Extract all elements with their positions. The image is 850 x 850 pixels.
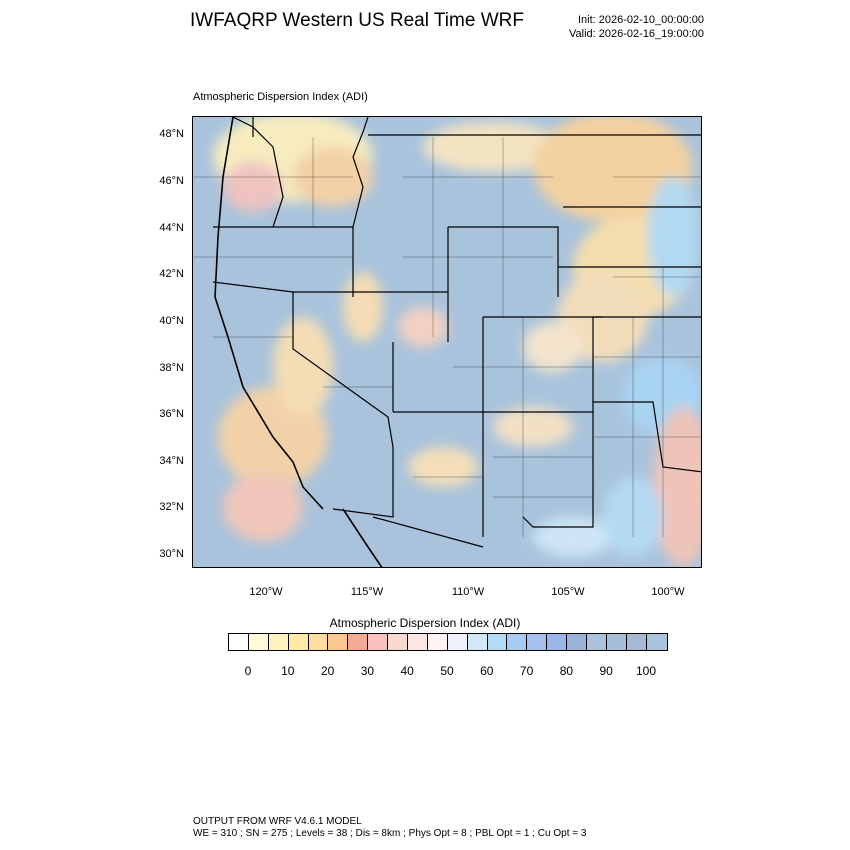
model-settings: WE = 310 ; SN = 275 ; Levels = 38 ; Dis = 8km ; Phys Opt = 8 ; PBL Opt = 1 ; Cu Opt = 3 (193, 828, 587, 839)
lat-label-36: 36°N (159, 408, 184, 420)
colorbar-box (408, 634, 428, 650)
colorbar-box (388, 634, 408, 650)
colorbar-tick-label: 70 (519, 664, 534, 678)
colorbar-box (229, 634, 249, 650)
colorbar-box (348, 634, 368, 650)
plot-subtitle: Atmospheric Dispersion Index (ADI) (193, 91, 368, 103)
lon-label-120: 120°W (249, 586, 283, 598)
init-time: Init: 2026-02-10_00:00:00 (578, 14, 704, 26)
colorbar-box (627, 634, 647, 650)
colorbar-title: Atmospheric Dispersion Index (ADI) (329, 616, 521, 630)
colorbar-tick-label: 30 (360, 664, 375, 678)
plot-title: IWFAQRP Western US Real Time WRF (190, 10, 524, 31)
lat-label-32: 32°N (159, 501, 184, 513)
colorbar-tick-label: 50 (440, 664, 454, 678)
colorbar-box (607, 634, 627, 650)
colorbar-tick-label: 100 (635, 664, 657, 678)
colorbar-box (488, 634, 508, 650)
colorbar-tick-label: 0 (244, 664, 252, 678)
colorbar-box (587, 634, 607, 650)
colorbar-box (269, 634, 289, 650)
colorbar-box (567, 634, 587, 650)
colorbar-box (289, 634, 309, 650)
colorbar-box (647, 634, 667, 650)
lat-label-46: 46°N (159, 175, 184, 187)
lon-label-105: 105°W (551, 586, 585, 598)
colorbar-box (507, 634, 527, 650)
colorbar-box (249, 634, 269, 650)
colorbar-tick-label: 60 (480, 664, 494, 678)
colorbar-tick-label: 20 (320, 664, 335, 678)
colorbar-tick-label: 40 (400, 664, 414, 678)
colorbar-box (527, 634, 547, 650)
adi-field-map (193, 117, 702, 568)
colorbar-box (368, 634, 388, 650)
lat-label-38: 38°N (159, 362, 184, 374)
model-info: OUTPUT FROM WRF V4.6.1 MODEL (193, 816, 362, 827)
colorbar (228, 633, 668, 651)
colorbar-box (309, 634, 329, 650)
valid-time: Valid: 2026-02-16_19:00:00 (569, 28, 704, 40)
lon-label-110: 110°W (451, 586, 485, 598)
colorbar-box (448, 634, 468, 650)
lat-label-48: 48°N (159, 128, 184, 140)
map-panel (192, 116, 702, 568)
lat-label-34: 34°N (159, 455, 184, 467)
lat-label-44: 44°N (159, 222, 184, 234)
colorbar-box (547, 634, 567, 650)
colorbar-box (468, 634, 488, 650)
colorbar-box (428, 634, 448, 650)
lon-label-100: 100°W (651, 586, 685, 598)
lon-label-115: 115°W (350, 586, 384, 598)
colorbar-tick-label: 80 (559, 664, 574, 678)
lat-label-30: 30°N (159, 548, 184, 560)
colorbar-box (328, 634, 348, 650)
lat-label-40: 40°N (159, 315, 184, 327)
colorbar-tick-label: 10 (281, 664, 295, 678)
lat-label-42: 42°N (159, 268, 184, 280)
colorbar-tick-label: 90 (599, 664, 613, 678)
